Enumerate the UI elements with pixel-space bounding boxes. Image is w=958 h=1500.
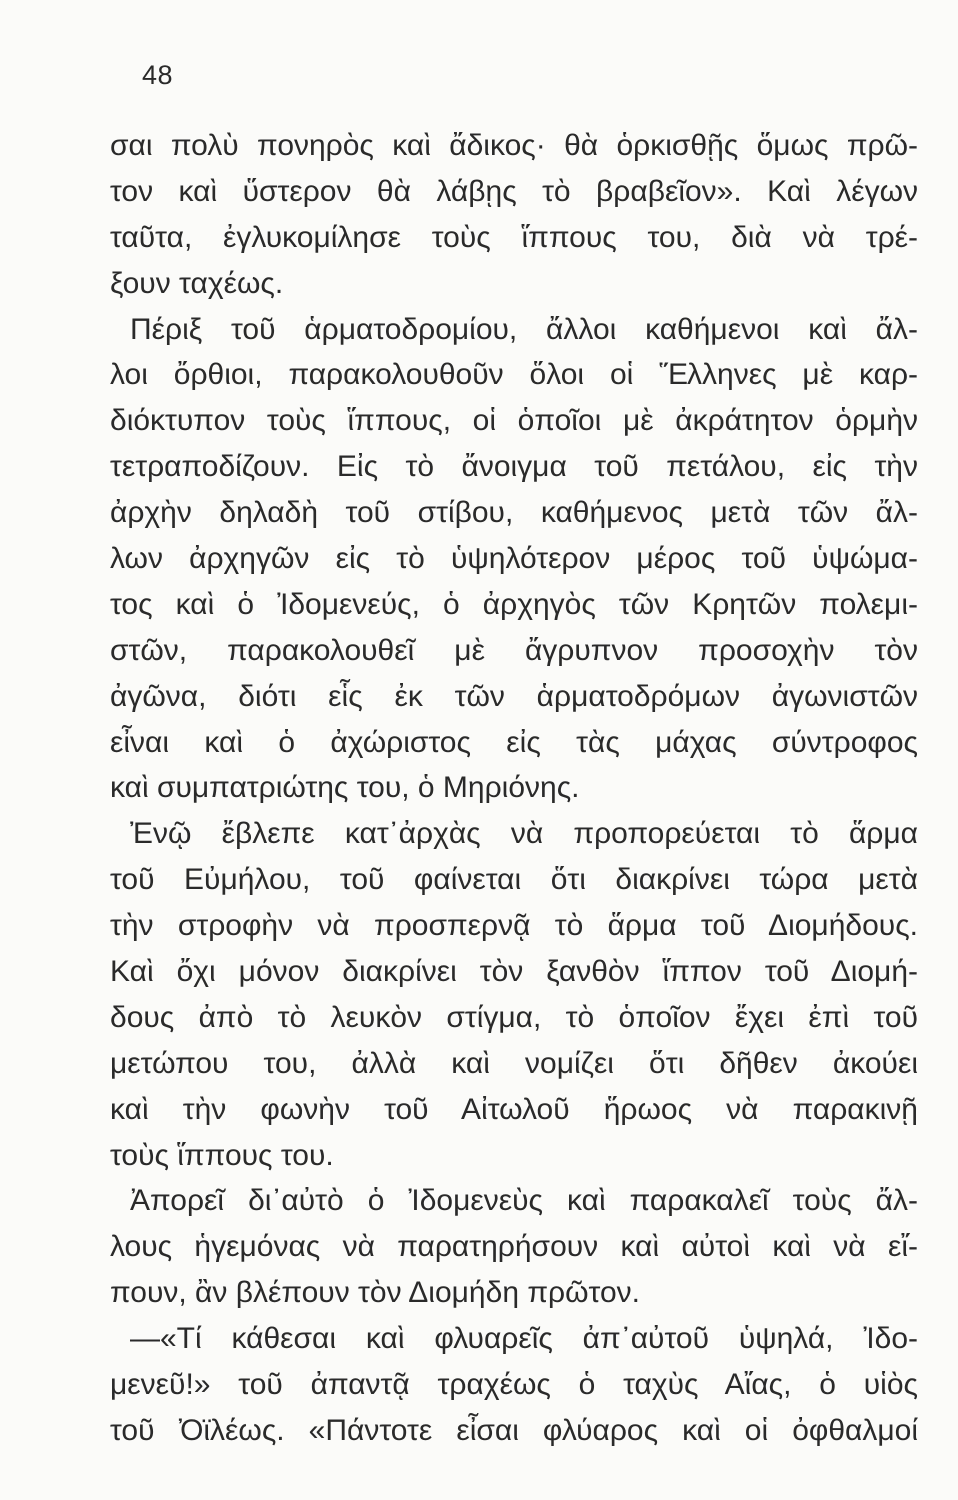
text-line: λοι ὄρθιοι, παρακολουθοῦν ὅλοι οἱ Ἕλληνες μὲ καρ-: [110, 358, 918, 392]
text-line: λους ἡγεμόνας νὰ παρατηρήσουν καὶ αὐτοὶ καὶ νὰ εἴ-: [110, 1230, 918, 1264]
text-line: διόκτυπον τοὺς ἵππους, οἱ ὁποῖοι μὲ ἀκράτητον ὁρμὴν: [110, 404, 918, 438]
text-line: μενεῦ!» τοῦ ἀπαντᾷ τραχέως ὁ ταχὺς Αἴας, ὁ υἱὸς: [110, 1368, 918, 1402]
body-text: [110, 123, 918, 1454]
text-line: Ἀπορεῖ δι᾽αὐτὸ ὁ Ἰδομενεὺς καὶ παρακαλεῖ τοὺς ἄλ-: [130, 1184, 918, 1218]
text-line: τοῦ Ὀϊλέως. «Πάντοτε εἶσαι φλύαρος καὶ οἱ ὀφθαλμοί: [110, 1413, 918, 1447]
text-line: Καὶ ὄχι μόνον διακρίνει τὸν ξανθὸν ἵππον τοῦ Διομή-: [110, 955, 918, 989]
text-line: καὶ τὴν φωνὴν τοῦ Αἰτωλοῦ ἥρωος νὰ παρακινῇ: [110, 1092, 918, 1126]
text-line: ξουν ταχέως.: [110, 266, 284, 300]
text-line: τετραποδίζουν. Εἰς τὸ ἄνοιγμα τοῦ πετάλου, εἰς τὴν: [110, 450, 918, 484]
text-line: μετώπου του, ἀλλὰ καὶ νομίζει ὅτι δῆθεν ἀκούει: [110, 1046, 918, 1080]
text-line: ταῦτα, ἐγλυκομίλησε τοὺς ἵππους του, διὰ νὰ τρέ-: [110, 220, 918, 254]
text-line: δους ἀπὸ τὸ λευκὸν στίγμα, τὸ ὁποῖον ἔχει ἐπὶ τοῦ: [110, 1000, 918, 1034]
text-line: —«Τί κάθεσαι καὶ φλυαρεῖς ἀπ᾽αὐτοῦ ὑψηλά, Ἰδο-: [130, 1322, 918, 1356]
text-line: ἀρχὴν δηλαδὴ τοῦ στίβου, καθήμενος μετὰ τῶν ἄλ-: [110, 496, 918, 530]
page-number: 48: [142, 60, 174, 90]
text-line: τοῦ Εὐμήλου, τοῦ φαίνεται ὅτι διακρίνει τώρα μετὰ: [110, 863, 918, 897]
text-line: τοὺς ἵππους του.: [110, 1138, 334, 1172]
text-line: σαι πολὺ πονηρὸς καὶ ἄδικος· θὰ ὁρκισθῇς ὅμως πρῶ-: [110, 129, 918, 162]
text-line: στῶν, παρακολουθεῖ μὲ ἄγρυπνον προσοχὴν τὸν: [110, 633, 918, 667]
text-line: εἶναι καὶ ὁ ἀχώριστος εἰς τὰς μάχας σύντροφος: [110, 725, 918, 759]
text-line: Πέριξ τοῦ ἁρματοδρομίου, ἄλλοι καθήμενοι καὶ ἄλ-: [130, 312, 918, 346]
text-line: πουν, ἂν βλέπουν τὸν Διομήδη πρῶτον.: [110, 1276, 640, 1310]
text-line: λων ἀρχηγῶν εἰς τὸ ὑψηλότερον μέρος τοῦ ὑψώμα-: [110, 542, 918, 576]
text-line: Ἐνῷ ἔβλεπε κατ᾽ἀρχὰς νὰ προπορεύεται τὸ ἅρμα: [130, 817, 918, 851]
text-line: τος καὶ ὁ Ἰδομενεύς, ὁ ἀρχηγὸς τῶν Κρητῶν πολεμι-: [110, 587, 918, 621]
text-line: καὶ συμπατριώτης του, ὁ Μηριόνης.: [110, 771, 580, 805]
text-line: τὴν στροφὴν νὰ προσπερνᾷ τὸ ἅρμα τοῦ Διομήδους.: [110, 909, 918, 943]
text-line: τον καὶ ὕστερον θὰ λάβῃς τὸ βραβεῖον». Καὶ λέγων: [110, 174, 918, 208]
text-line: ἀγῶνα, διότι εἷς ἐκ τῶν ἁρματοδρόμων ἀγωνιστῶν: [110, 679, 918, 713]
